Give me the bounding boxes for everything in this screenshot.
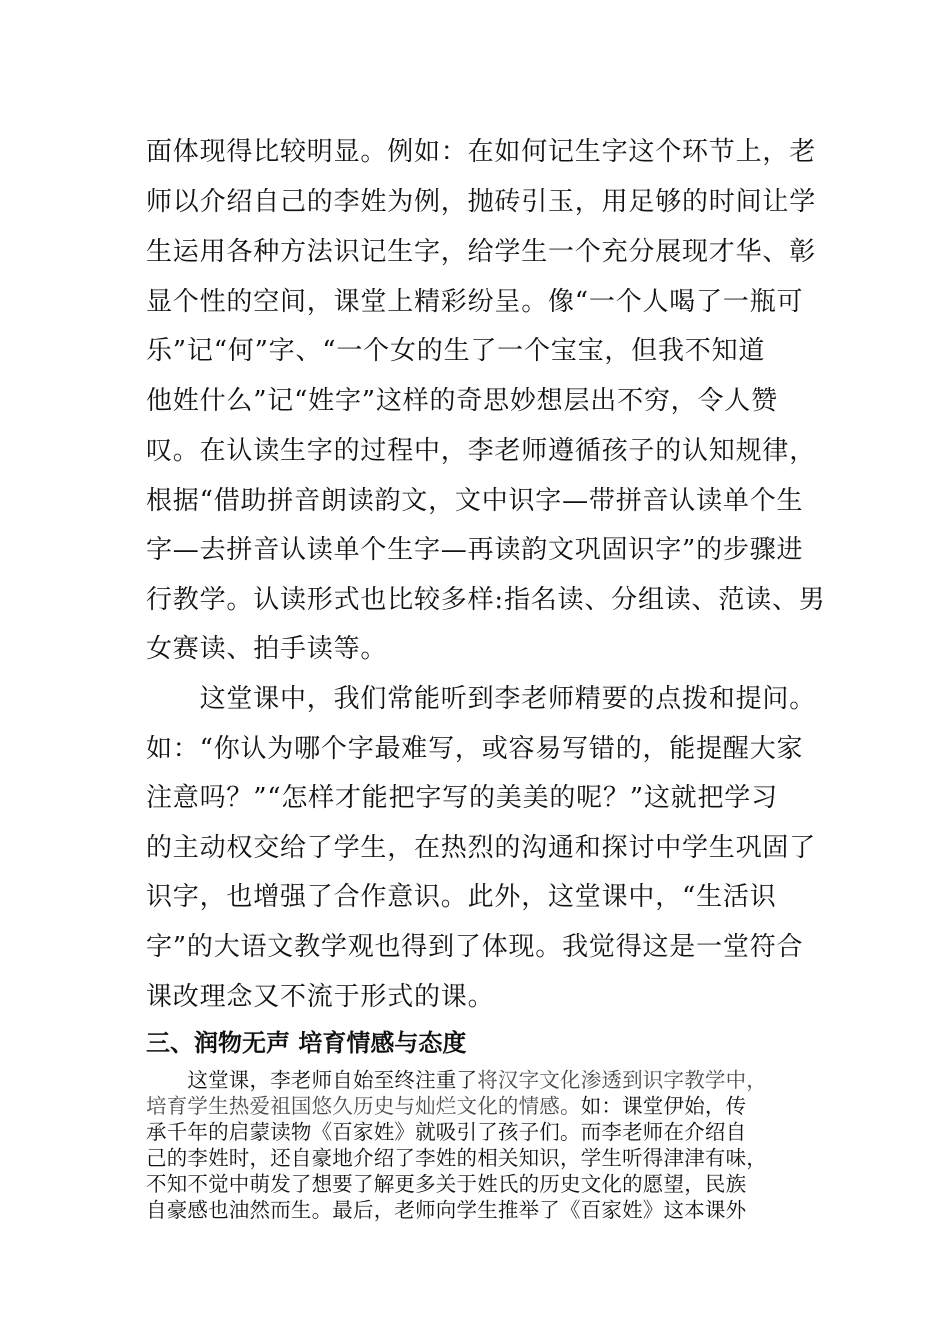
paragraph-line: 面体现得比较明显。例如：在如何记生字这个环节上，老 (146, 137, 817, 167)
paragraph-line (146, 1093, 746, 1119)
paragraph-line: 不知不觉中萌发了想要了解更多关于姓氏的历史文化的愿望，民族 (146, 1172, 747, 1196)
paragraph-line: 字”的大语文教学观也得到了体现。我觉得这是一堂符合 (146, 932, 804, 962)
paragraph-line: 生运用各种方法识记生字，给学生一个充分展现才华、彰 (146, 237, 817, 267)
paragraph-line: 课改理念又不流于形式的课。 (146, 982, 495, 1012)
paragraph-line: 显个性的空间，课堂上精彩纷呈。像“一个人喝了一瓶可 (146, 287, 804, 317)
paragraph-line: 的主动权交给了学生，在热烈的沟通和探讨中学生巩固了 (146, 833, 817, 863)
paragraph-line: 叹。在认读生字的过程中，李老师遵循孩子的认知规律， (146, 436, 817, 466)
highlighted-text: 培育学生热爱祖国悠久历史与灿烂文化的情感。 (146, 1094, 581, 1118)
paragraph-line: 自豪感也油然而生。最后，老师向学生推举了《百家姓》这本课外 (146, 1198, 747, 1222)
paragraph-line: 他姓什么”记“姓字”这样的奇思妙想层出不穷，令人赞 (146, 386, 778, 416)
section-heading: 三、润物无声 培育情感与态度 (146, 1029, 467, 1057)
highlighted-text: 将汉字文化渗透到识字教学中， (477, 1068, 768, 1092)
paragraph-line: 己的李姓时，还自豪地介绍了李姓的相关知识，学生听得津津有味， (146, 1146, 767, 1170)
paragraph-line: 注意吗？”“怎样才能把字写的美美的呢？”这就把学习 (146, 783, 778, 813)
paragraph-line: 这堂课中，我们常能听到李老师精要的点拨和提问。 (146, 684, 817, 714)
paragraph-text: 如：课堂伊始，传 (580, 1094, 747, 1118)
paragraph-line: 乐”记“何”字、“一个女的生了一个宝宝，但我不知道 (146, 336, 766, 366)
paragraph-line: 承千年的启蒙读物《百家姓》就吸引了孩子们。而李老师在介绍自 (146, 1120, 747, 1144)
paragraph-line: 女赛读、拍手读等。 (146, 634, 388, 664)
paragraph-line: 行教学。认读形式也比较多样:指名读、分组读、范读、男 (146, 585, 826, 615)
paragraph-line: 字—去拼音认读单个生字—再读韵文巩固识字”的步骤进 (146, 535, 804, 565)
paragraph-line: 如：“你认为哪个字最难写，或容易写错的，能提醒大家 (146, 734, 804, 764)
paragraph-line: 师以介绍自己的李姓为例，抛砖引玉，用足够的时间让学 (146, 187, 817, 217)
paragraph-line: 识字，也增强了合作意识。此外，这堂课中，“生活识 (146, 882, 777, 912)
paragraph-text: 这堂课，李老师自始至终注重了 (146, 1068, 478, 1092)
paragraph-line: 根据“借助拼音朗读韵文，文中识字—带拼音认读单个生 (146, 486, 804, 516)
paragraph-line (146, 1067, 767, 1093)
